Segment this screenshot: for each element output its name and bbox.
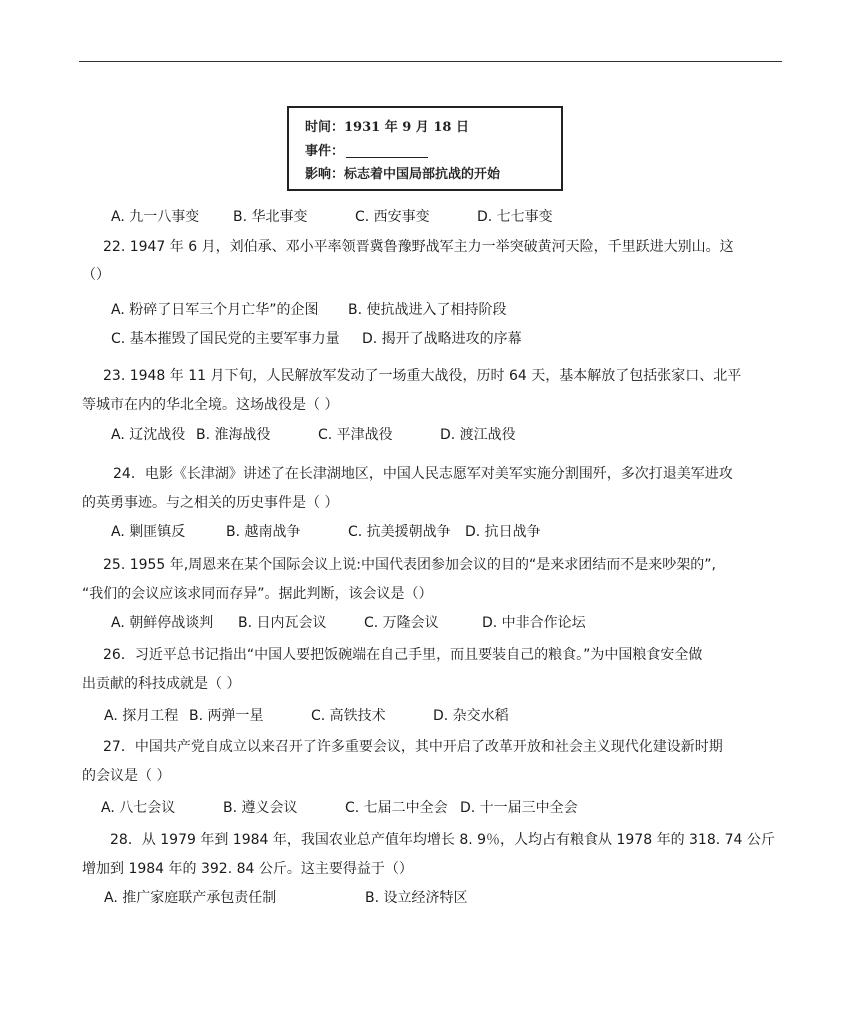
q28-stem-line1: 28．从 1979 年到 1984 年，我国农业总产值年均增长 8. 9％，人均占有粮食从 1978 年的 318. 74 公斤 [110, 832, 775, 848]
q25-option-a: A. 朝鲜停战谈判 [111, 615, 214, 631]
q25-stem-line1: 25. 1955 年,周恩来在某个国际会议上说:中国代表团参加会议的目的“是来求团结而不是来吵架的”, [103, 557, 716, 573]
q26-option-a: A. 探月工程 [104, 708, 179, 724]
figure-impact-line: 影响：标志着中国局部抗战的开始 [305, 167, 501, 182]
q23-option-c: C. 平津战役 [318, 427, 393, 443]
q21-option-a: A. 九一八事变 [111, 209, 200, 225]
q25-stem-line2: “我们的会议应该求同而存异”。据此判断，该会议是（） [82, 586, 433, 602]
q22-option-d: D. 揭开了战略进攻的序幕 [362, 331, 522, 347]
question-figure-box [287, 106, 563, 191]
q23-stem-line2: 等城市在内的华北全境。这场战役是（ ） [82, 397, 339, 413]
q28-stem-line2: 增加到 1984 年的 392. 84 公斤。这主要得益于（） [82, 861, 413, 877]
q25-option-c: C. 万隆会议 [364, 615, 439, 631]
q26-option-b: B. 两弹一星 [189, 708, 264, 724]
q26-stem-line1: 26．习近平总书记指出“中国人要把饭碗端在自己手里，而且要装自己的粮食。”为中国粮食安全做 [103, 647, 703, 663]
q26-option-d: D. 杂交水稻 [433, 708, 509, 724]
q24-stem-line2: 的英勇事迹。与之相关的历史事件是（ ） [82, 495, 339, 511]
q27-option-c: C. 七届二中全会 [345, 800, 448, 816]
q23-option-a: A. 辽沈战役 [111, 427, 186, 443]
q21-option-c: C. 西安事变 [355, 209, 430, 225]
figure-event-blank [346, 157, 428, 158]
q24-option-b: B. 越南战争 [226, 524, 301, 540]
q26-option-c: C. 高铁技术 [311, 708, 386, 724]
q23-option-d: D. 渡江战役 [440, 427, 516, 443]
figure-event-label: 事件： [305, 144, 345, 159]
q27-stem-line2: 的会议是（ ） [82, 768, 171, 784]
q27-option-d: D. 十一届三中全会 [460, 800, 578, 816]
q22-stem-line2: （） [82, 267, 110, 283]
q23-option-b: B. 淮海战役 [196, 427, 271, 443]
figure-event-line [305, 140, 428, 159]
q22-option-a: A. 粉碎了日军三个月亡华”的企图 [111, 302, 319, 318]
header-rule [79, 61, 782, 62]
q26-stem-line2: 出贡献的科技成就是（ ） [82, 676, 241, 692]
q28-option-a: A. 推广家庭联产承包责任制 [104, 890, 277, 906]
q24-option-a: A. 剿匪镇反 [111, 524, 186, 540]
q21-option-d: D. 七七事变 [477, 209, 553, 225]
q27-stem-line1: 27．中国共产党自成立以来召开了许多重要会议，其中开启了改革开放和社会主义现代化建设新时期 [103, 739, 723, 755]
q23-stem-line1: 23. 1948 年 11 月下旬，人民解放军发动了一场重大战役，历时 64 天，基本解放了包括张家口、北平 [103, 368, 742, 384]
q27-option-b: B. 遵义会议 [223, 800, 298, 816]
figure-time-line: 时间：1931 年 9 月 18 日 [305, 120, 469, 135]
q25-option-b: B. 日内瓦会议 [238, 615, 327, 631]
q22-option-c: C. 基本摧毁了国民党的主要军事力量 [111, 331, 340, 347]
q25-option-d: D. 中非合作论坛 [482, 615, 586, 631]
q24-stem-line1: 24．电影《长津湖》讲述了在长津湖地区，中国人民志愿军对美军实施分割围歼，多次打退美军进攻 [113, 466, 733, 482]
q21-option-b: B. 华北事变 [233, 209, 308, 225]
q22-stem-line1: 22. 1947 年 6 月，刘伯承、邓小平率领晋冀鲁豫野战军主力一举突破黄河天险，千里跃进大别山。这 [103, 239, 734, 255]
q27-option-a: A. 八七会议 [101, 800, 176, 816]
q28-option-b: B. 设立经济特区 [365, 890, 468, 906]
q24-option-c: C. 抗美援朝战争 [348, 524, 451, 540]
q22-option-b: B. 使抗战进入了相持阶段 [348, 302, 507, 318]
q24-option-d: D. 抗日战争 [465, 524, 541, 540]
